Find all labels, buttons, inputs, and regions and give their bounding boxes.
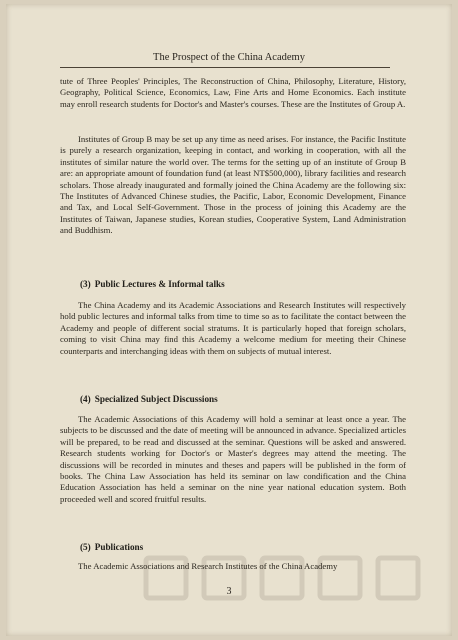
paragraph-4: The Academic Associations of this Academy will hold a seminar at least once a year. The subjects to be discussed and the date of meeting will be announced in advance. Specialized articles will be prepared, to be read and discussed at the seminar. Questions will be asked and answered. Research students working for Doctor's or Master's degrees may attend the meeting. The discussions will be recorded in minutes and theses and papers will be published in the form of books. The China Law Association has held its seminar on law condification and the China Education Association has held a seminar on the nine year national education system. Both proceeded well and scored fruitful results. bbox=[60, 414, 406, 504]
heading-number: (4) bbox=[80, 394, 91, 404]
paragraph-2: Institutes of Group B may be set up any time as need arises. For instance, the Pacific Institute is purely a research organization, keeping in contact, and working in cooperation, with all the institutes of similar nature the world over. The terms for the setting up of an institute of Group B are: an appropriate amount of foundation fund (at least NT$500,000), library facilities and research scholars. Those already inaugurated and formally joined the China Academy are the following six: The Institutes of Advanced Chinese studies, the Pacific, Labor, Economic Development, Finance and Tax, and Local Self-Government. Those in the process of joining this Academy are the Institutes of Taiwan, Japanese studies, Korean studies, Cooperative System, Land Administration and Buddhism. bbox=[60, 134, 406, 236]
document-page bbox=[6, 4, 452, 636]
paragraph-1: tute of Three Peoples' Principles, The Reconstruction of China, Philosophy, Literature, History, Geography, Political Science, Economics, Law, Fine Arts and Home Economics. Each institute may enroll research students for Doctor's and Master's courses. These are the Institutes of Group A. bbox=[60, 76, 406, 109]
paragraph-group-b bbox=[60, 134, 406, 237]
heading-public-lectures bbox=[80, 279, 225, 289]
heading-number: (3) bbox=[80, 279, 91, 289]
paragraph-5: The Academic Associations and Research Institutes of the China Academy bbox=[78, 561, 338, 571]
paragraph-public-lectures bbox=[60, 300, 406, 357]
page-number: 3 bbox=[226, 586, 232, 597]
header-rule bbox=[60, 67, 390, 68]
paragraph-specialized-discussions bbox=[60, 414, 406, 505]
heading-number: (5) bbox=[80, 542, 91, 552]
heading-title: Public Lectures & Informal talks bbox=[94, 279, 225, 289]
heading-title: Specialized Subject Discussions bbox=[94, 394, 218, 404]
paragraph-3: The China Academy and its Academic Associations and Research Institutes will respectively hold public lectures and informal talks from time to time so as to facilitate the contact between the Academy and people of different social stratums. It is particularly hoped that foreign scholars, coming to visit China may find this Academy a welcome medium for meeting their Chinese counterparts and interchanging ideas with them on subjects of mutual interest. bbox=[60, 300, 406, 356]
running-head: The Prospect of the China Academy bbox=[153, 52, 305, 63]
heading-title: Publications bbox=[94, 542, 144, 552]
paragraph-group-a bbox=[60, 76, 406, 110]
heading-specialized-discussions bbox=[80, 394, 218, 404]
heading-publications bbox=[80, 542, 143, 552]
